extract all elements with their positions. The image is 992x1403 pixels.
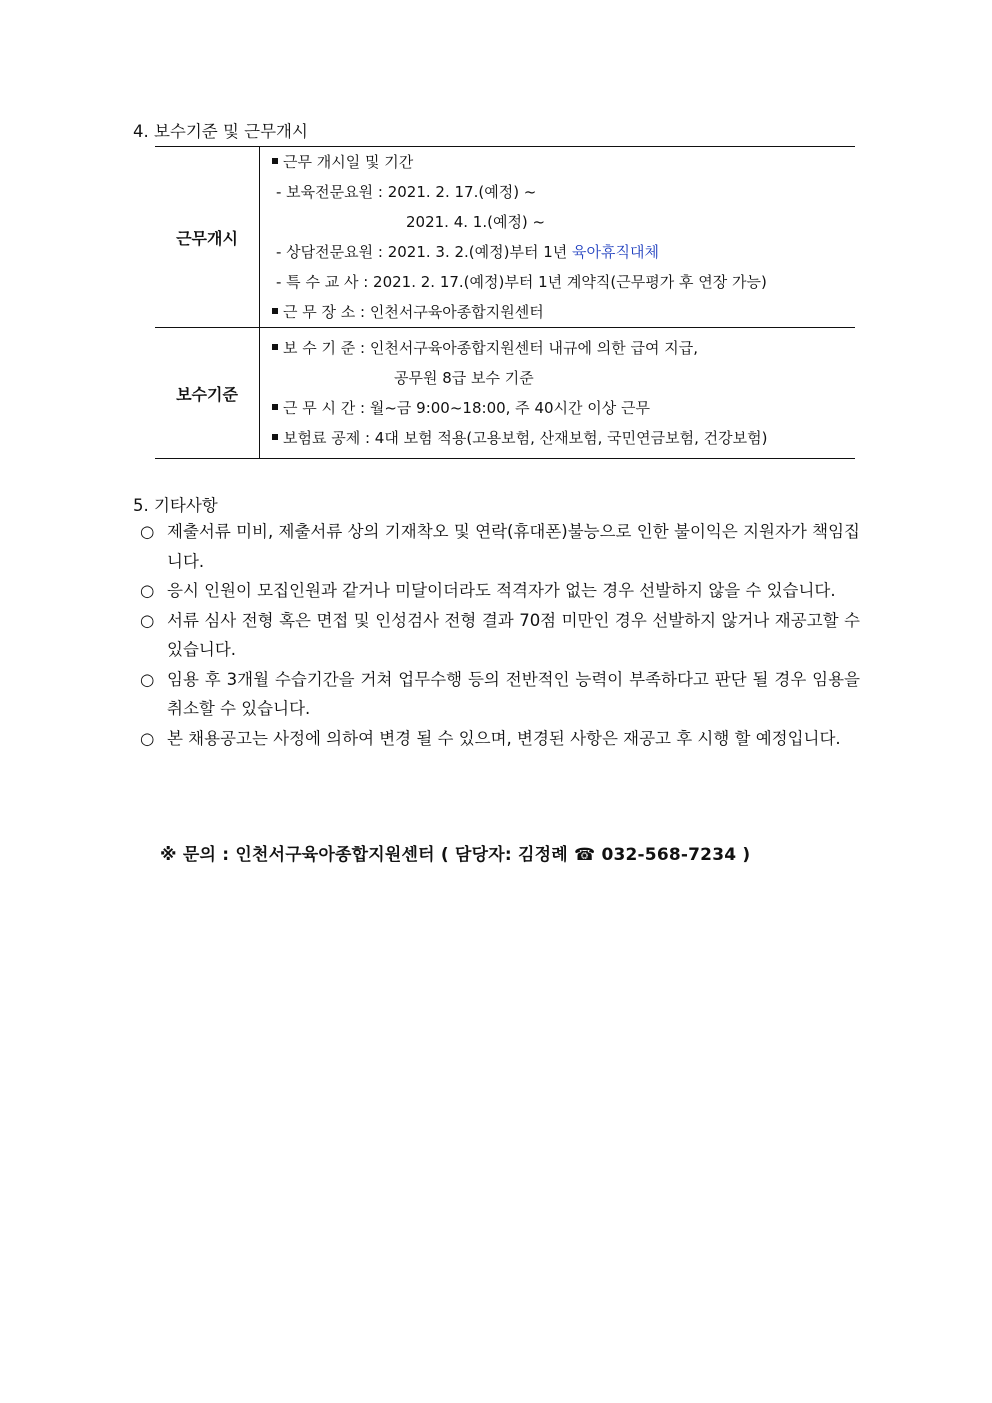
table-row-pay: [155, 328, 855, 459]
insurance-line: 보험료 공제 : 4대 보험 적용(고용보험, 산재보험, 국민연금보험, 건강보험): [272, 423, 855, 453]
pay-standard-line-2: 공무원 8급 보수 기준: [394, 369, 534, 387]
parental-leave-replacement: 육아휴직대체: [572, 243, 659, 261]
table-row-start: [155, 147, 855, 328]
square-bullet-icon: [272, 434, 278, 440]
row-label-start: 근무개시: [155, 147, 260, 328]
square-bullet-icon: [272, 404, 278, 410]
section-4-heading: 4. 보수기준 및 근무개시: [133, 122, 308, 141]
start-period-title: 근무 개시일 및 기간: [272, 147, 855, 177]
start-childcare-line-2: 2021. 4. 1.(예정) ~: [406, 213, 546, 231]
work-hours-line: 근 무 시 간 : 월~금 9:00~18:00, 주 40시간 이상 근무: [272, 393, 855, 423]
circle-bullet-icon: ○: [140, 610, 155, 630]
list-item: ○ 본 채용공고는 사정에 의하여 변경 될 수 있으며, 변경된 사항은 재공고 후 시행 할 예정입니다.: [140, 724, 860, 754]
row-content-start: [260, 147, 856, 328]
list-item: ○ 임용 후 3개월 수습기간을 거쳐 업무수행 등의 전반적인 능력이 부족하다고 판단 될 경우 임용을 취소할 수 있습니다.: [140, 665, 860, 724]
square-bullet-icon: [272, 344, 278, 350]
contact-info: ※ 문의 : 인천서구육아종합지원센터 ( 담당자: 김정례 ☎ 032-568-7234 ): [160, 845, 751, 865]
row-content-pay: [260, 328, 856, 459]
circle-bullet-icon: ○: [140, 522, 155, 541]
start-special-teacher-line: - 특 수 교 사 : 2021. 2. 17.(예정)부터 1년 계약직(근무평가 후 연장 가능): [276, 273, 767, 291]
workplace-line: 근 무 장 소 : 인천서구육아종합지원센터: [272, 297, 855, 327]
section-5-heading: 5. 기타사항: [133, 496, 218, 515]
row-label-pay: 보수기준: [155, 328, 260, 459]
start-childcare-line: - 보육전문요원 : 2021. 2. 17.(예정) ~: [276, 183, 537, 201]
start-counsel-line: - 상담전문요원 : 2021. 3. 2.(예정)부터 1년 육아휴직대체: [276, 243, 659, 261]
pay-standard-line: 보 수 기 준 : 인천서구육아종합지원센터 내규에 의한 급여 지급,: [272, 333, 855, 363]
notes-list: [140, 517, 860, 753]
list-item: ○ 서류 심사 전형 혹은 면접 및 인성검사 전형 결과 70점 미만인 경우 선발하지 않거나 재공고할 수 있습니다.: [140, 606, 860, 665]
square-bullet-icon: [272, 158, 278, 164]
circle-bullet-icon: ○: [140, 728, 155, 748]
list-item: ○ 제출서류 미비, 제출서류 상의 기재착오 및 연락(휴대폰)불능으로 인한 불이익은 지원자가 책임집니다.: [140, 517, 860, 576]
circle-bullet-icon: ○: [140, 581, 155, 600]
terms-table: [155, 146, 855, 459]
list-item: ○ 응시 인원이 모집인원과 같거나 미달이더라도 적격자가 없는 경우 선발하지 않을 수 있습니다.: [140, 576, 860, 606]
square-bullet-icon: [272, 308, 278, 314]
circle-bullet-icon: ○: [140, 669, 155, 689]
